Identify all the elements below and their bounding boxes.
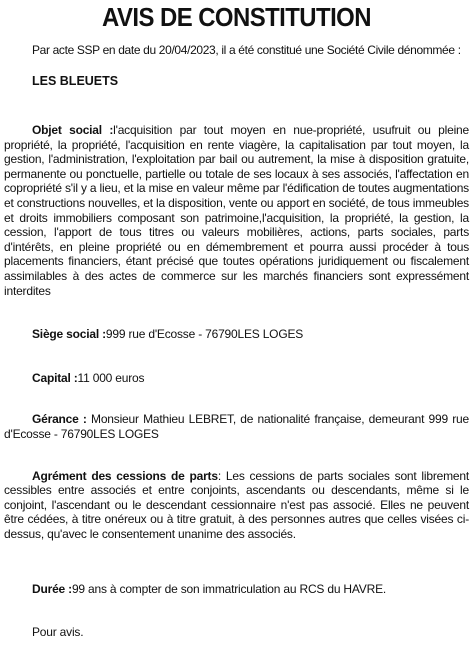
capital-label: Capital : — [32, 370, 78, 385]
duree-paragraph — [4, 582, 469, 597]
agrement-paragraph — [4, 469, 469, 542]
gerance-label: Gérance : — [32, 412, 87, 427]
agrement-label: Agrément des cessions de parts — [32, 468, 218, 483]
agrement-text: : Les cessions de parts sociales sont librement cessibles entre associés et entre conjoints, ascendants ou descendants, même si le conjoint, l'ascendant ou le descendant cessionnaire n'est pas associé. Elles ne peuvent être cédées, à titre onéreux ou à titre gratuit, à des personnes autres que celles visées ci-dessus, qu'avec le consentement unanime des associés. — [4, 468, 469, 541]
duree-text: 99 ans à compter de son immatriculation au RCS du HAVRE. — [71, 582, 387, 597]
objet-social-label: Objet social : — [32, 123, 114, 137]
gerance-text: Monsieur Mathieu LEBRET, de nationalité française, demeurant 999 rue d'Ecosse - 76790LES LOGES — [4, 412, 469, 441]
gerance-paragraph — [4, 412, 469, 441]
objet-social-text: l'acquisition par tout moyen en nue-propriété, usufruit ou pleine propriété, la propriété, l'acquisition en rente viagère, la capitalisation par tout moyen, la gestion, l'administration, l'exploitation par bail ou autrement, la mise à disposition gratuite, permanente ou ponctuelle, partielle ou totale de ses locaux à ses associés, l'affectation en copropriété s'il y a lieu, et la mise en valeur même par l'édification de toutes augmentations et constructions nouvelles, et la disposition, vente ou apport en société, de tous immeubles et droits immobiliers composant son patrimoine,l'acquisition, la propriété, la gestion, la cession, l'apport de tous titres ou valeurs mobilières, actions, parts sociales, parts d'intérêts, en pleine propriété ou en démembrement et pourra aussi procéder à tous placements financiers, étant précisé que toutes opérations juridiquement ou fiscalement assimilables à des actes de commerce sur les marchés financiers sont expressément interdites — [4, 123, 469, 298]
notice-title: AVIS DE CONSTITUTION — [102, 2, 371, 32]
siege-social-paragraph — [4, 327, 469, 342]
company-name: LES BLEUETS — [32, 74, 119, 88]
capital-paragraph — [4, 371, 469, 386]
closing-text: Pour avis. — [32, 625, 84, 640]
intro-text: Par acte SSP en date du 20/04/2023, il a été constitué une Société Civile dénommée : — [32, 43, 461, 57]
duree-label: Durée : — [32, 582, 72, 597]
siege-social-text: 999 rue d'Ecosse - 76790LES LOGES — [105, 327, 304, 342]
objet-social-paragraph — [4, 123, 469, 298]
capital-text: 11 000 euros — [77, 370, 145, 385]
siege-social-label: Siège social : — [32, 327, 106, 342]
